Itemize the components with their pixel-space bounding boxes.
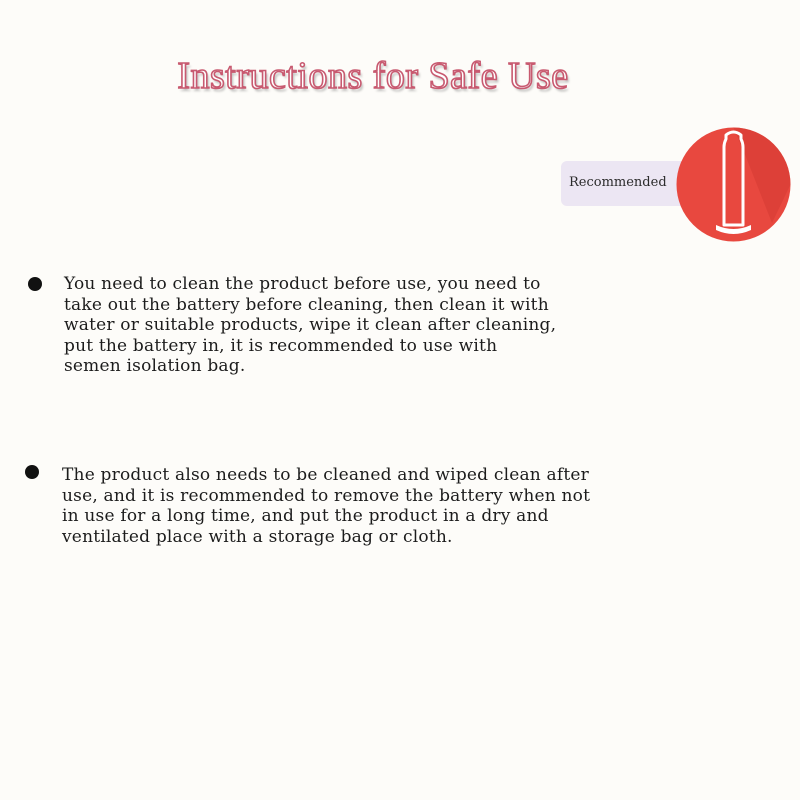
bullet-icon bbox=[28, 277, 42, 291]
page-title: Instructions for Safe Use bbox=[177, 55, 569, 97]
instruction-cleaning-before-use: You need to clean the product before use, you need to take out the battery before cleaning, then clean it with water or suitable products, wipe it clean after cleaning, put the battery in, it is recommended to use with semen isolation bag. bbox=[64, 274, 557, 376]
instruction-cleaning-after-use: The product also needs to be cleaned and wiped clean after use, and it is recommended to remove the battery when not in use for a long time, and put the product in a dry and ventilated place with a storage bag or cloth. bbox=[62, 465, 591, 547]
condom-icon bbox=[676, 127, 791, 242]
bullet-icon bbox=[25, 465, 39, 479]
recommended-label: Recommended bbox=[569, 175, 667, 190]
